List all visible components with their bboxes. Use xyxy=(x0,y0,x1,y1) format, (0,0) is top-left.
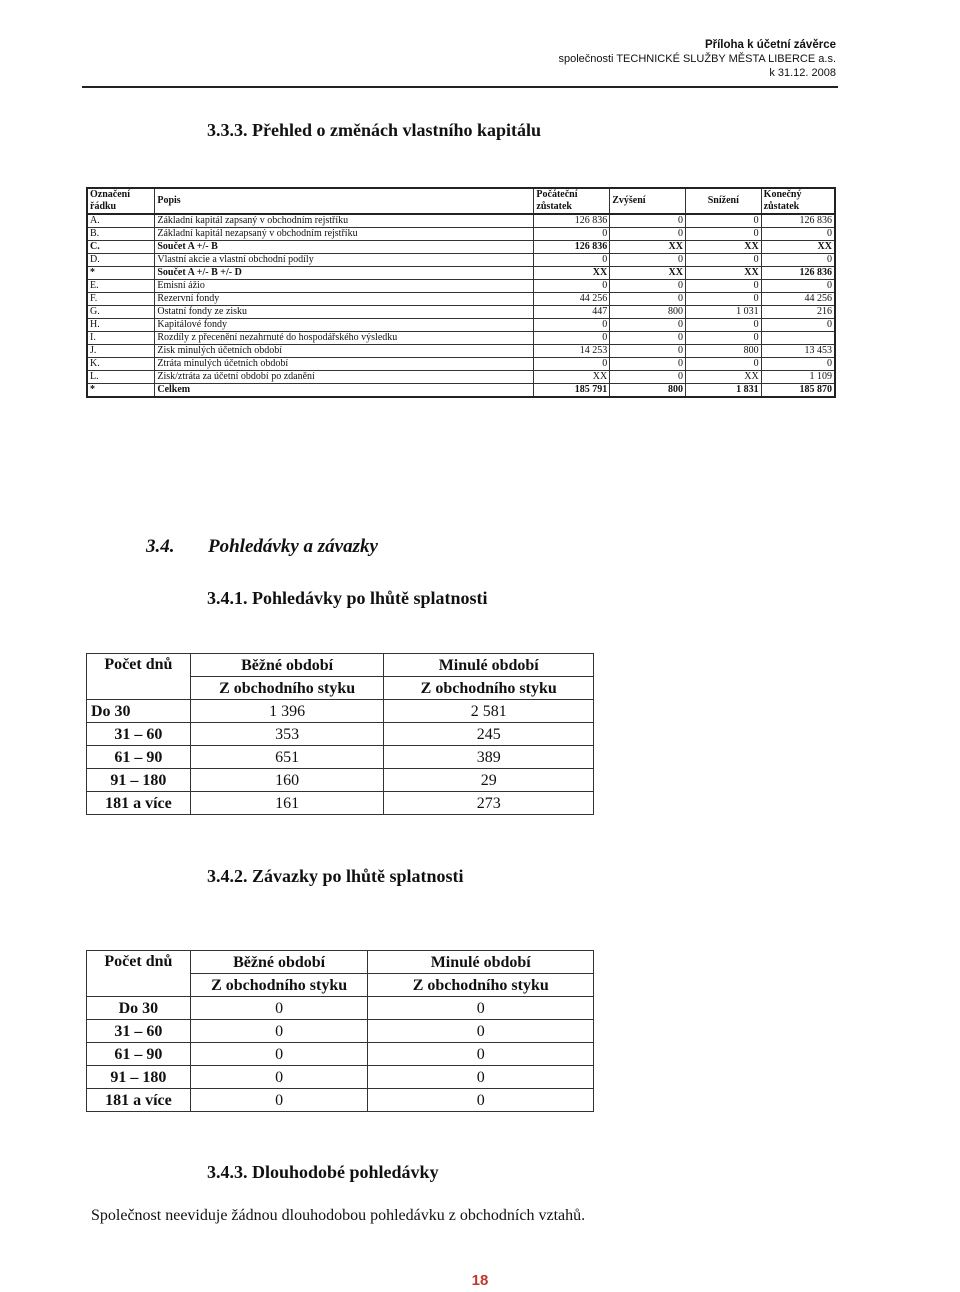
section-title: Pohledávky po lhůtě splatnosti xyxy=(252,588,488,608)
closing-balance: 0 xyxy=(761,228,835,241)
col-pocet-dnu: Počet dnů xyxy=(87,654,191,700)
row-label: G. xyxy=(87,306,155,319)
row-description: Zisk minulých účetních období xyxy=(155,345,534,358)
section-3-4-3-heading xyxy=(207,1162,439,1183)
table-row xyxy=(87,792,594,815)
section-title: Závazky po lhůtě splatnosti xyxy=(252,866,464,886)
current-period-value: 160 xyxy=(190,769,384,792)
equity-row xyxy=(87,214,835,228)
current-period-value: 0 xyxy=(190,997,368,1020)
equity-row xyxy=(87,371,835,384)
equity-row xyxy=(87,293,835,306)
increase: 0 xyxy=(610,319,686,332)
opening-balance: 447 xyxy=(534,306,610,319)
opening-balance: 126 836 xyxy=(534,214,610,228)
previous-period-value: 0 xyxy=(368,1089,594,1112)
increase: 800 xyxy=(610,306,686,319)
row-description: Kapitálové fondy xyxy=(155,319,534,332)
opening-balance: 44 256 xyxy=(534,293,610,306)
decrease: XX xyxy=(685,371,761,384)
row-description: Ztráta minulých účetních období xyxy=(155,358,534,371)
equity-row xyxy=(87,384,835,398)
increase: 0 xyxy=(610,371,686,384)
section-title: Přehled o změnách vlastního kapitálu xyxy=(252,120,542,140)
row-label: L. xyxy=(87,371,155,384)
table-row xyxy=(87,723,594,746)
decrease: XX xyxy=(685,241,761,254)
section-number: 3.4.1. xyxy=(207,588,248,608)
equity-changes-table xyxy=(86,187,836,398)
decrease: 0 xyxy=(685,214,761,228)
long-term-receivables-text: Společnost neeviduje žádnou dlouhodobou pohledávku z obchodních vztahů. xyxy=(91,1207,586,1224)
row-description: Součet A +/- B xyxy=(155,241,534,254)
payables-aging-table xyxy=(86,950,594,1112)
page-header xyxy=(558,38,836,80)
receivables-header-row xyxy=(87,654,594,677)
header-rule xyxy=(82,86,838,88)
opening-balance: 0 xyxy=(534,358,610,371)
opening-balance: 126 836 xyxy=(534,241,610,254)
row-label: E. xyxy=(87,280,155,293)
row-description: Zisk/ztráta za účetní období po zdanění xyxy=(155,371,534,384)
row-label: B. xyxy=(87,228,155,241)
closing-balance: 185 870 xyxy=(761,384,835,398)
row-label: A. xyxy=(87,214,155,228)
row-description: Rezervní fondy xyxy=(155,293,534,306)
closing-balance: 0 xyxy=(761,254,835,267)
closing-balance: 126 836 xyxy=(761,267,835,280)
table-row xyxy=(87,769,594,792)
decrease: 0 xyxy=(685,280,761,293)
decrease: 0 xyxy=(685,228,761,241)
days-range: 31 – 60 xyxy=(87,723,191,746)
col-snizeni: Snížení xyxy=(685,188,761,214)
col-bezne-sub: Z obchodního styku xyxy=(190,974,368,997)
decrease: 0 xyxy=(685,319,761,332)
days-range: 181 a více xyxy=(87,1089,191,1112)
page-number: 18 xyxy=(471,1272,489,1289)
table-row xyxy=(87,1089,594,1112)
col-konecny: Konečný zůstatek xyxy=(761,188,835,214)
equity-row xyxy=(87,241,835,254)
decrease: 1 831 xyxy=(685,384,761,398)
days-range: Do 30 xyxy=(87,997,191,1020)
col-minule-sub: Z obchodního styku xyxy=(368,974,594,997)
col-oznaceni: Označení řádku xyxy=(87,188,155,214)
opening-balance: 0 xyxy=(534,332,610,345)
days-range: Do 30 xyxy=(87,700,191,723)
closing-balance: 1 109 xyxy=(761,371,835,384)
increase: 0 xyxy=(610,332,686,345)
row-label: I. xyxy=(87,332,155,345)
col-minule-obdobi: Minulé období xyxy=(384,654,594,677)
row-description: Ostatní fondy ze zisku xyxy=(155,306,534,319)
row-label: F. xyxy=(87,293,155,306)
col-pocatecni: Počáteční zůstatek xyxy=(534,188,610,214)
days-range: 91 – 180 xyxy=(87,1066,191,1089)
days-range: 91 – 180 xyxy=(87,769,191,792)
col-minule-sub: Z obchodního styku xyxy=(384,677,594,700)
section-3-4-heading xyxy=(146,536,378,558)
days-range: 61 – 90 xyxy=(87,1043,191,1066)
equity-row xyxy=(87,319,835,332)
current-period-value: 651 xyxy=(190,746,384,769)
table-row xyxy=(87,1020,594,1043)
previous-period-value: 29 xyxy=(384,769,594,792)
increase: 0 xyxy=(610,345,686,358)
opening-balance: XX xyxy=(534,267,610,280)
current-period-value: 1 396 xyxy=(190,700,384,723)
closing-balance: 0 xyxy=(761,358,835,371)
section-number: 3.3.3. xyxy=(207,120,248,140)
days-range: 61 – 90 xyxy=(87,746,191,769)
table-row xyxy=(87,700,594,723)
col-zvyseni: Zvýšení xyxy=(610,188,686,214)
increase: 0 xyxy=(610,293,686,306)
row-description: Rozdíly z přecenění nezahrnuté do hospodářského výsledku xyxy=(155,332,534,345)
decrease: 800 xyxy=(685,345,761,358)
decrease: 0 xyxy=(685,293,761,306)
closing-balance: 216 xyxy=(761,306,835,319)
row-label: H. xyxy=(87,319,155,332)
decrease: 1 031 xyxy=(685,306,761,319)
decrease: XX xyxy=(685,267,761,280)
header-date: k 31.12. 2008 xyxy=(769,67,836,79)
days-range: 181 a více xyxy=(87,792,191,815)
closing-balance: 0 xyxy=(761,280,835,293)
row-label: C. xyxy=(87,241,155,254)
col-bezne-obdobi: Běžné období xyxy=(190,951,368,974)
closing-balance: 126 836 xyxy=(761,214,835,228)
equity-row xyxy=(87,267,835,280)
decrease: 0 xyxy=(685,254,761,267)
row-description: Emisní ážio xyxy=(155,280,534,293)
row-label: K. xyxy=(87,358,155,371)
col-popis: Popis xyxy=(155,188,534,214)
increase: 0 xyxy=(610,214,686,228)
row-label: J. xyxy=(87,345,155,358)
col-pocet-dnu: Počet dnů xyxy=(87,951,191,997)
header-company: společnosti TECHNICKÉ SLUŽBY MĚSTA LIBERCE a.s. xyxy=(558,53,836,65)
closing-balance: 0 xyxy=(761,319,835,332)
decrease: 0 xyxy=(685,358,761,371)
equity-header-row xyxy=(87,188,835,214)
previous-period-value: 0 xyxy=(368,997,594,1020)
previous-period-value: 245 xyxy=(384,723,594,746)
row-description: Součet A +/- B +/- D xyxy=(155,267,534,280)
receivables-aging-table xyxy=(86,653,594,815)
closing-balance: XX xyxy=(761,241,835,254)
table-row xyxy=(87,1066,594,1089)
increase: 0 xyxy=(610,228,686,241)
opening-balance: XX xyxy=(534,371,610,384)
table-row xyxy=(87,997,594,1020)
decrease: 0 xyxy=(685,332,761,345)
previous-period-value: 0 xyxy=(368,1043,594,1066)
closing-balance xyxy=(761,332,835,345)
opening-balance: 0 xyxy=(534,319,610,332)
row-description: Základní kapitál nezapsaný v obchodním rejstříku xyxy=(155,228,534,241)
opening-balance: 0 xyxy=(534,254,610,267)
current-period-value: 0 xyxy=(190,1066,368,1089)
opening-balance: 0 xyxy=(534,280,610,293)
section-title: Pohledávky a závazky xyxy=(208,536,378,557)
payables-header-row xyxy=(87,951,594,974)
equity-row xyxy=(87,332,835,345)
equity-row xyxy=(87,280,835,293)
opening-balance: 14 253 xyxy=(534,345,610,358)
table-row xyxy=(87,1043,594,1066)
col-bezne-sub: Z obchodního styku xyxy=(190,677,384,700)
equity-row xyxy=(87,345,835,358)
section-3-4-2-heading xyxy=(207,866,464,887)
row-description: Vlastní akcie a vlastní obchodní podíly xyxy=(155,254,534,267)
closing-balance: 13 453 xyxy=(761,345,835,358)
current-period-value: 161 xyxy=(190,792,384,815)
col-minule-obdobi: Minulé období xyxy=(368,951,594,974)
days-range: 31 – 60 xyxy=(87,1020,191,1043)
opening-balance: 185 791 xyxy=(534,384,610,398)
row-label: * xyxy=(87,384,155,398)
current-period-value: 353 xyxy=(190,723,384,746)
equity-row xyxy=(87,306,835,319)
previous-period-value: 0 xyxy=(368,1020,594,1043)
current-period-value: 0 xyxy=(190,1043,368,1066)
section-number: 3.4. xyxy=(146,536,175,557)
equity-row xyxy=(87,358,835,371)
opening-balance: 0 xyxy=(534,228,610,241)
section-number: 3.4.2. xyxy=(207,866,248,886)
col-bezne-obdobi: Běžné období xyxy=(190,654,384,677)
row-description: Základní kapitál zapsaný v obchodním rejstříku xyxy=(155,214,534,228)
row-description: Celkem xyxy=(155,384,534,398)
section-title: Dlouhodobé pohledávky xyxy=(252,1162,439,1182)
closing-balance: 44 256 xyxy=(761,293,835,306)
table-row xyxy=(87,746,594,769)
header-title: Příloha k účetní závěrce xyxy=(704,39,836,51)
previous-period-value: 273 xyxy=(384,792,594,815)
increase: 0 xyxy=(610,280,686,293)
row-label: * xyxy=(87,267,155,280)
current-period-value: 0 xyxy=(190,1020,368,1043)
previous-period-value: 2 581 xyxy=(384,700,594,723)
row-label: D. xyxy=(87,254,155,267)
previous-period-value: 389 xyxy=(384,746,594,769)
section-3-4-1-heading xyxy=(207,588,488,609)
increase: XX xyxy=(610,241,686,254)
increase: XX xyxy=(610,267,686,280)
section-number: 3.4.3. xyxy=(207,1162,248,1182)
increase: 800 xyxy=(610,384,686,398)
increase: 0 xyxy=(610,358,686,371)
previous-period-value: 0 xyxy=(368,1066,594,1089)
section-3-3-3-heading xyxy=(207,120,541,141)
equity-row xyxy=(87,228,835,241)
increase: 0 xyxy=(610,254,686,267)
equity-row xyxy=(87,254,835,267)
current-period-value: 0 xyxy=(190,1089,368,1112)
